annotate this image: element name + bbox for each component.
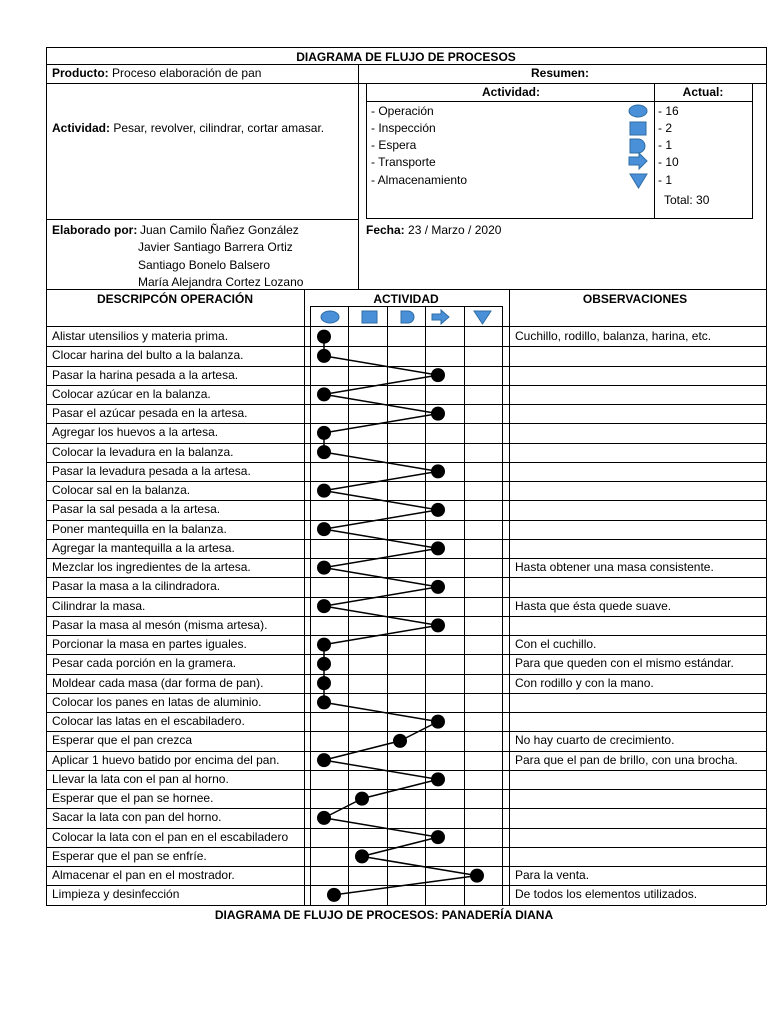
summary-count-inspeccion: - 2 <box>658 121 673 135</box>
author-1: Juan Camilo Ñañez González <box>140 223 299 237</box>
step-observation: Hasta obtener una masa consistente. <box>515 560 714 574</box>
grid-line <box>366 101 753 102</box>
flow-step-dot <box>317 387 331 401</box>
flow-step-dot <box>317 695 331 709</box>
flow-step-dot <box>317 330 331 344</box>
grid-line <box>752 83 753 219</box>
summary-count-transporte: - 10 <box>658 155 679 169</box>
step-observation: No hay cuarto de crecimiento. <box>515 733 675 748</box>
step-description: Esperar que el pan crezca <box>52 733 193 748</box>
grid-line <box>310 306 311 905</box>
grid-line <box>387 306 388 905</box>
header-descripcion: DESCRIPCÓN OPERACIÓN <box>96 292 254 306</box>
elaborado-label: Elaborado por: <box>52 223 138 237</box>
grid-line <box>46 500 766 501</box>
grid-line <box>46 731 766 732</box>
summary-label-operacion: - Operación <box>371 104 434 118</box>
flow-step-dot <box>317 676 331 690</box>
grid-line <box>46 789 766 790</box>
flow-step-dot <box>431 772 445 786</box>
summary-count-almacenamiento: - 1 <box>658 173 673 187</box>
step-observation: Hasta que ésta quede suave. <box>515 598 672 613</box>
step-description: Colocar azúcar en la balanza. <box>52 386 211 401</box>
document-title: DIAGRAMA DE FLUJO DE PROCESOS <box>296 50 516 64</box>
grid-line <box>766 47 767 905</box>
step-description: Pasar la masa al mesón (misma artesa). <box>52 617 268 632</box>
grid-line <box>654 83 655 219</box>
flow-step-dot <box>317 484 331 498</box>
flow-step-dot <box>431 580 445 594</box>
summary-label-inspeccion: - Inspección <box>371 121 436 135</box>
step-description: Colocar la levadura en la balanza. <box>52 444 234 459</box>
summary-label-espera: - Espera <box>371 138 417 152</box>
author-3: Santiago Bonelo Balsero <box>138 258 271 272</box>
flow-step-dot <box>317 561 331 575</box>
step-description: Aplicar 1 huevo batido por encima del pan. <box>52 752 280 767</box>
flow-step-dot <box>355 792 369 806</box>
summary-count-operacion: - 16 <box>658 104 679 118</box>
grid-line <box>310 306 502 307</box>
step-observation: De todos los elementos utilizados. <box>515 887 698 902</box>
step-description: Pasar la masa a la cilindradora. <box>52 579 221 594</box>
grid-line <box>46 693 766 694</box>
flow-step-dot <box>431 715 445 729</box>
flow-step-dot <box>431 503 445 517</box>
activity-value: Pesar, revolver, cilindrar, cortar amasar. <box>113 121 325 135</box>
grid-line <box>46 83 766 84</box>
grid-line <box>46 616 766 617</box>
step-observation: Para que queden con el mismo estándar. <box>515 656 734 671</box>
grid-line <box>46 674 766 675</box>
grid-line <box>366 218 753 219</box>
flow-step-dot <box>431 618 445 632</box>
step-description: Colocar la lata con el pan en el escabiladero <box>52 829 289 844</box>
grid-line <box>366 83 367 219</box>
grid-line <box>46 289 766 290</box>
step-description: Cilindrar la masa. <box>52 598 146 613</box>
step-description: Poner mantequilla en la balanza. <box>52 521 227 536</box>
grid-line <box>348 306 349 905</box>
step-description: Almacenar el pan en el mostrador. <box>52 868 235 882</box>
grid-line <box>46 539 766 540</box>
grid-line <box>46 443 766 444</box>
summary-actual-header: Actual: <box>682 85 724 99</box>
grid-line <box>46 885 766 886</box>
flow-step-dot <box>317 522 331 536</box>
grid-line <box>46 219 358 220</box>
grid-line <box>46 654 766 655</box>
grid-line <box>46 808 766 809</box>
flow-step-dot <box>431 830 445 844</box>
flow-step-dot <box>317 811 331 825</box>
grid-line <box>502 306 503 905</box>
grid-line <box>46 462 766 463</box>
flow-step-dot <box>431 368 445 382</box>
grid-line <box>46 770 766 771</box>
resumen-label: Resumen: <box>530 66 589 80</box>
grid-line <box>46 520 766 521</box>
flow-step-dot <box>317 638 331 652</box>
step-description: Pasar la harina pesada a la artesa. <box>52 367 239 382</box>
grid-line <box>46 751 766 752</box>
header-observaciones: OBSERVACIONES <box>582 292 688 306</box>
grid-line <box>46 712 766 713</box>
step-description: Pesar cada porción en la gramera. <box>52 656 237 671</box>
step-description: Colocar las latas en el escabiladero. <box>52 714 245 728</box>
flow-step-dot <box>317 349 331 363</box>
flow-step-dot <box>317 426 331 440</box>
grid-line <box>464 306 465 905</box>
step-description: Pasar la levadura pesada a la artesa. <box>52 463 251 478</box>
author-4: María Alejandra Cortez Lozano <box>138 275 304 289</box>
activity-label: Actividad: <box>52 121 111 135</box>
grid-line <box>46 423 766 424</box>
step-observation: Cuchillo, rodillo, balanza, harina, etc. <box>515 329 712 343</box>
step-description: Limpieza y desinfección <box>52 887 180 902</box>
date-value: 23 / Marzo / 2020 <box>408 223 502 237</box>
grid-line <box>46 47 766 48</box>
summary-activity-header: Actividad: <box>481 85 540 99</box>
summary-count-espera: - 1 <box>658 138 673 152</box>
header-actividad: ACTIVIDAD <box>373 292 439 306</box>
grid-line <box>46 346 766 347</box>
step-observation: Con el cuchillo. <box>515 637 597 651</box>
step-description: Clocar harina del bulto a la balanza. <box>52 348 244 363</box>
summary-label-transporte: - Transporte <box>371 155 436 169</box>
author-2: Javier Santiago Barrera Ortiz <box>138 240 293 254</box>
flow-step-dot <box>317 657 331 671</box>
product-value: Proceso elaboración de pan <box>112 66 262 80</box>
step-description: Sacar la lata con pan del horno. <box>52 810 222 825</box>
step-description: Agregar la mantequilla a la artesa. <box>52 540 235 555</box>
grid-line <box>46 404 766 405</box>
grid-line <box>358 64 359 289</box>
date-label: Fecha: <box>366 223 405 237</box>
grid-line <box>46 481 766 482</box>
flow-step-dot <box>327 888 341 902</box>
step-description: Alistar utensilios y materia prima. <box>52 329 229 343</box>
step-description: Pasar el azúcar pesada en la artesa. <box>52 406 248 420</box>
grid-line <box>46 558 766 559</box>
step-description: Esperar que el pan se enfríe. <box>52 848 207 863</box>
step-description: Colocar sal en la balanza. <box>52 483 191 497</box>
step-description: Mezclar los ingredientes de la artesa. <box>52 560 251 574</box>
step-observation: Para que el pan de brillo, con una brocha. <box>515 752 738 767</box>
step-observation: Con rodillo y con la mano. <box>515 675 654 690</box>
step-observation: Para la venta. <box>515 868 590 882</box>
flow-step-dot <box>317 599 331 613</box>
grid-line <box>46 847 766 848</box>
grid-line <box>46 828 766 829</box>
flow-step-dot <box>317 445 331 459</box>
flow-step-dot <box>431 407 445 421</box>
flow-step-dot <box>355 849 369 863</box>
grid-line <box>46 577 766 578</box>
product-label: Producto: <box>52 66 109 80</box>
step-description: Moldear cada masa (dar forma de pan). <box>52 675 264 690</box>
grid-line <box>46 385 766 386</box>
grid-line <box>46 635 766 636</box>
grid-line <box>46 47 47 905</box>
grid-line <box>46 905 766 906</box>
step-description: Porcionar la masa en partes iguales. <box>52 637 247 651</box>
grid-line <box>46 64 766 65</box>
step-description: Colocar los panes en latas de aluminio. <box>52 694 262 709</box>
grid-line <box>425 306 426 905</box>
flow-step-dot <box>431 464 445 478</box>
flow-step-dot <box>317 753 331 767</box>
flow-step-dot <box>431 541 445 555</box>
summary-label-almacenamiento: - Almacenamiento <box>371 173 468 187</box>
step-description: Agregar los huevos a la artesa. <box>52 425 219 440</box>
grid-line <box>46 866 766 867</box>
grid-line <box>46 597 766 598</box>
grid-line <box>46 326 766 327</box>
step-description: Llevar la lata con el pan al horno. <box>52 771 229 786</box>
summary-total: Total: 30 <box>664 193 710 207</box>
caption: DIAGRAMA DE FLUJO DE PROCESOS: PANADERÍA DIANA <box>214 908 554 922</box>
step-description: Esperar que el pan se hornee. <box>52 791 214 805</box>
flow-step-dot <box>470 869 484 883</box>
step-description: Pasar la sal pesada a la artesa. <box>52 502 221 517</box>
grid-line <box>46 366 766 367</box>
flow-step-dot <box>393 734 407 748</box>
